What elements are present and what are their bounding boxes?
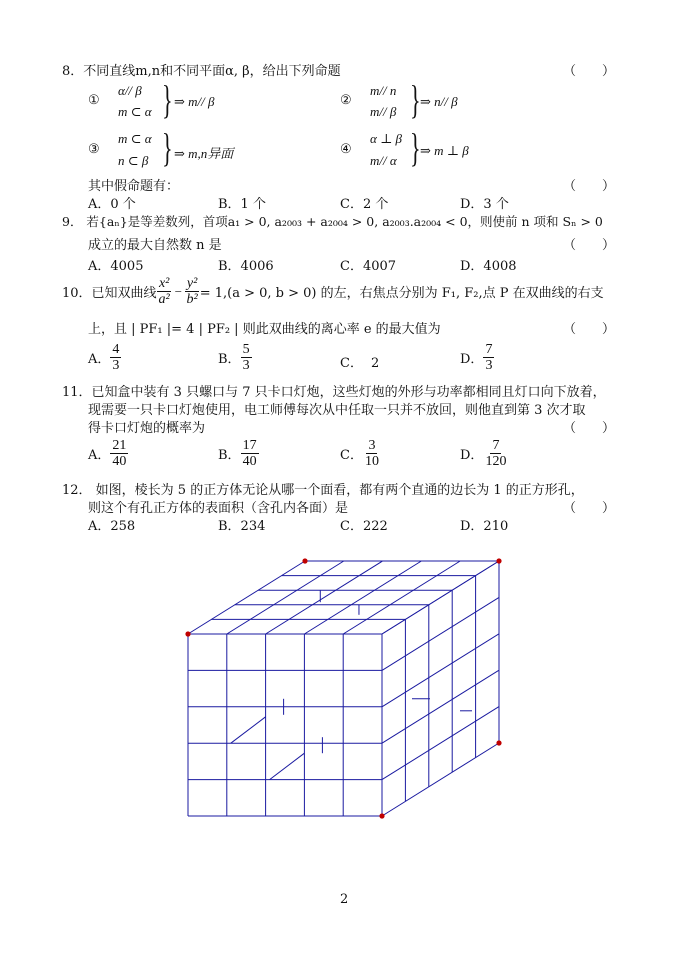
q11-option-c: C． $\frac{3}{10}$: [340, 438, 379, 469]
q8-prop3-cond1: m ⊂ α: [118, 131, 152, 146]
right-face-depth-line: [382, 634, 499, 707]
q8-ask: 其中假命题有：: [88, 179, 180, 194]
right-face-depth-line: [382, 743, 499, 816]
q11-line3: 得卡口灯炮的概率为: [88, 421, 206, 436]
q9-option-c: C．4007: [340, 259, 397, 274]
q10-option-d: D． $\frac{7}{3}$: [460, 342, 493, 373]
hole-edge: [270, 753, 305, 779]
corner-dot: [496, 740, 501, 745]
q9-answer-paren: （ ）: [563, 238, 615, 253]
q9-option-b: B．4006: [218, 259, 274, 274]
top-face-depth-line: [304, 561, 421, 634]
q8-prop3-conclusion: ⇒ m,n异面: [174, 146, 234, 161]
top-face-depth-line: [188, 561, 305, 634]
q8-prop4-cond1: α ⊥ β: [370, 131, 403, 146]
q8-prop2-cond2: m// β: [370, 104, 397, 119]
q10-prefix: 10．已知双曲线: [62, 286, 157, 301]
q8-ask-paren: （ ）: [563, 179, 615, 194]
q9-option-a: A．4005: [88, 259, 144, 274]
q11-answer-paren: （ ）: [563, 421, 615, 436]
q8-prop3-cond2: n ⊂ β: [118, 153, 149, 168]
q11-option-d: D． $\frac{7}{120}$: [460, 438, 507, 469]
q8-prop1-brace: }: [162, 77, 173, 122]
q10-option-c: C． 2: [340, 356, 380, 371]
q8-prop2-brace: }: [410, 77, 421, 122]
right-face-depth-line: [382, 561, 499, 634]
q10-answer-paren: （ ）: [563, 322, 615, 337]
right-face-depth-line: [382, 670, 499, 743]
q8-option-d: D．3 个: [460, 197, 509, 212]
q8-stem: 8．不同直线m,n和不同平面α, β，给出下列命题: [62, 64, 341, 79]
corner-dot: [379, 813, 384, 818]
q8-prop2-cond1: m// n: [370, 83, 397, 98]
q8-prop1-number: ①: [88, 93, 100, 108]
right-face-depth-line: [382, 597, 499, 670]
q8-prop3-number: ③: [88, 142, 100, 157]
q10-frac-x: $\frac{\text{x²}}{\text{a²}}$: [158, 276, 170, 307]
corner-dot: [185, 631, 190, 636]
q12-option-c: C．222: [340, 519, 388, 534]
q8-prop2-number: ②: [340, 93, 352, 108]
q8-answer-paren: （ ）: [563, 64, 615, 79]
q8-prop4-conclusion: ⇒ m ⊥ β: [420, 143, 469, 158]
q11-line2: 现需要一只卡口灯炮使用，电工师傅每次从中任取一只并不放回，则他直到第 3 次才取: [88, 403, 586, 418]
top-face-depth-line: [266, 561, 383, 634]
q10-option-a: A． $\frac{4}{3}$: [88, 342, 120, 373]
corner-dot: [302, 558, 307, 563]
q8-prop1-conclusion: ⇒ m// β: [174, 94, 215, 109]
q11-line1: 11．已知盒中装有 3 只螺口与 7 只卡口灯炮，这些灯炮的外形与功率都相同且灯口向下放着，: [62, 385, 606, 400]
q11-option-a: A． $\frac{21}{40}$: [88, 438, 127, 469]
q12-line2: 则这个有孔正方体的表面积（含孔内各面）是: [88, 501, 349, 516]
corner-dot: [496, 558, 501, 563]
q8-prop4-cond2: m// α: [370, 153, 397, 168]
q8-prop1-cond1: α// β: [118, 83, 142, 98]
q8-option-a: A．0 个: [88, 197, 136, 212]
top-face-depth-line: [227, 561, 344, 634]
q9-line2: 成立的最大自然数 n 是: [88, 238, 222, 253]
q10-frac-y: $\frac{\text{y²}}{\text{b²}}$: [186, 276, 198, 307]
q8-prop4-number: ④: [340, 142, 352, 157]
q8-prop1-cond2: m ⊂ α: [118, 104, 152, 119]
q8-prop2-conclusion: ⇒ n// β: [420, 94, 458, 109]
q12-answer-paren: （ ）: [563, 501, 615, 516]
q12-option-d: D．210: [460, 519, 509, 534]
q12-option-b: B．234: [218, 519, 266, 534]
q9-option-d: D．4008: [460, 259, 517, 274]
q8-option-c: C．2 个: [340, 197, 389, 212]
right-face-depth-line: [382, 707, 499, 780]
q11-option-b: B． $\frac{17}{40}$: [218, 438, 257, 469]
q8-prop4-brace: }: [410, 125, 421, 170]
top-face-depth-line: [343, 561, 460, 634]
q8-prop3-brace: }: [162, 125, 173, 170]
q12-line1: 12． 如图，棱长为 5 的正方体无论从哪一个面看，都有两个直通的边长为 1 的正方形孔，: [62, 483, 584, 498]
page-number: 2: [340, 892, 349, 907]
q10-suffix: = 1,(a > 0, b > 0) 的左，右焦点分别为 F₁, F₂,点 P 在双曲线的右支: [199, 286, 604, 301]
q8-option-b: B．1 个: [218, 197, 266, 212]
q10-line2: 上，且 | PF₁ |= 4 | PF₂ | 则此双曲线的离心率 e 的最大值为: [88, 322, 441, 337]
q12-option-a: A．258: [88, 519, 136, 534]
q9-line1: 9． 若{aₙ}是等差数列，首项a₁ > 0, a₂₀₀₃ + a₂₀₀₄ > 0, a₂₀₀₃.a₂₀₀₄ < 0，则使前 n 项和 Sₙ > 0: [62, 214, 603, 229]
q10-option-b: B． $\frac{5}{3}$: [218, 342, 250, 373]
hole-edge: [231, 717, 266, 743]
q10-minus: −: [173, 283, 183, 299]
